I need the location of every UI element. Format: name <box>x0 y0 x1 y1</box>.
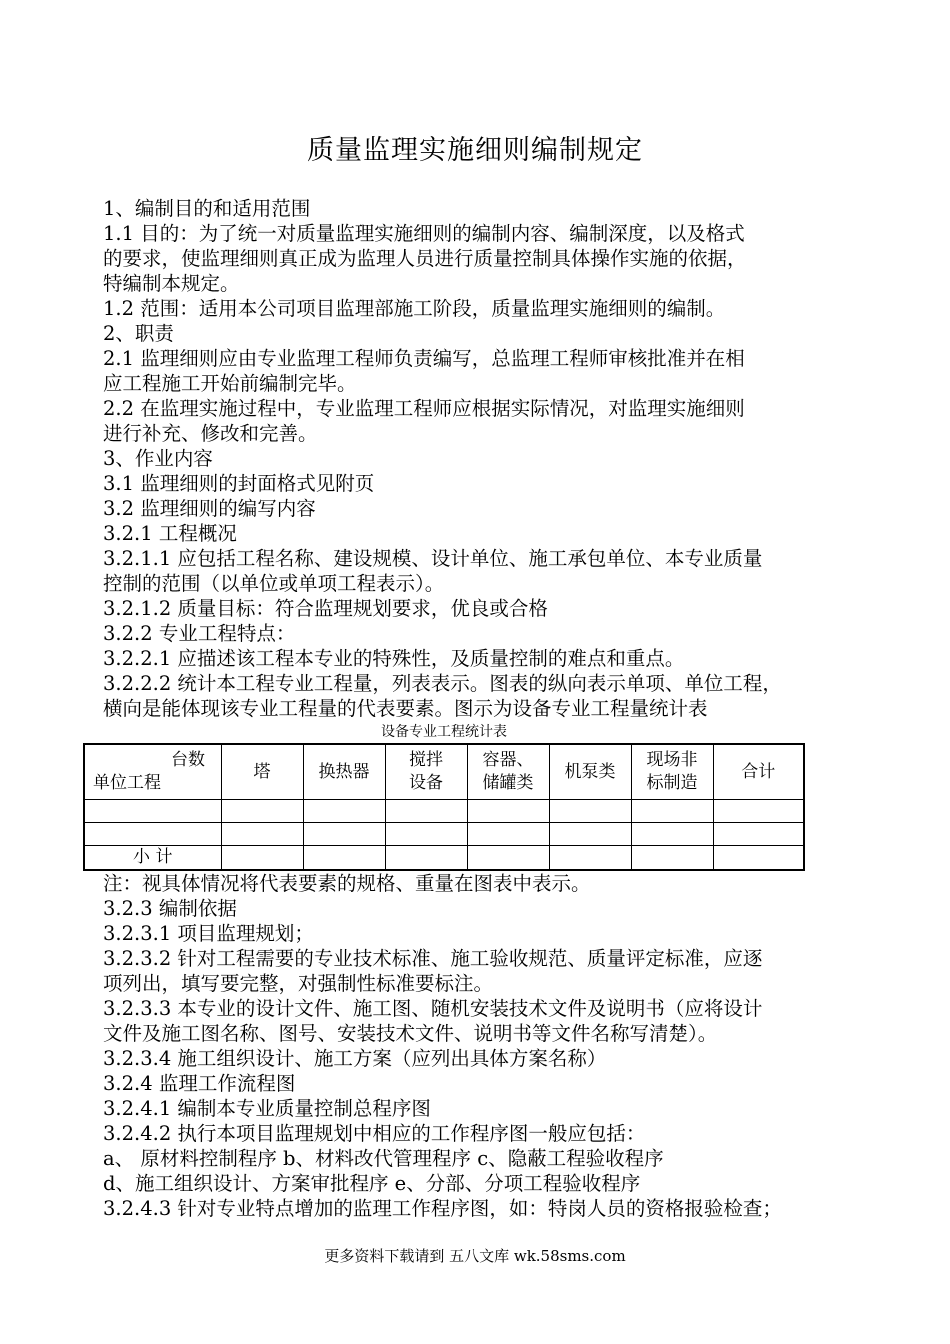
text-line: 3.2.4.3 针对专业特点增加的监理工作程序图，如：特岗人员的资格报验检查； <box>103 1197 782 1220</box>
text-line: 3.2 监理细则的编写内容 <box>103 497 316 520</box>
equipment-statistics-table <box>83 743 805 871</box>
text-line: 3.2.4 监理工作流程图 <box>103 1072 296 1095</box>
text-line: 进行补充、修改和完善。 <box>103 422 318 445</box>
header-cell: 机泵类 <box>549 744 631 800</box>
text-line: 3.2.4.1 编制本专业质量控制总程序图 <box>103 1097 431 1120</box>
table-cell <box>303 823 385 846</box>
text-line: 项列出，填写要完整，对强制性标准要标注。 <box>103 972 494 995</box>
text-line: 3.2.3.2 针对工程需要的专业技术标准、施工验收规范、质量评定标准，应逐 <box>103 947 763 970</box>
table-cell <box>303 846 385 871</box>
page-title: 质量监理实施细则编制规定 <box>307 135 643 166</box>
text-line: 3.1 监理细则的封面格式见附页 <box>103 472 375 495</box>
text-line: 3.2.1.2 质量目标：符合监理规划要求，优良或合格 <box>103 597 548 620</box>
text-line: 文件及施工图名称、图号、安装技术文件、说明书等文件名称写清楚）。 <box>103 1022 718 1045</box>
text-line: 1、编制目的和适用范围 <box>103 197 311 220</box>
table-cell <box>467 823 549 846</box>
text-line: 2、职责 <box>103 322 174 345</box>
table-cell <box>385 800 467 823</box>
corner-bottom-label: 单位工程 <box>93 773 161 793</box>
table-cell <box>221 823 303 846</box>
text-line: 2.2 在监理实施过程中，专业监理工程师应根据实际情况，对监理实施细则 <box>103 397 745 420</box>
section-before-table <box>103 196 863 721</box>
text-line: 3.2.4.2 执行本项目监理规划中相应的工作程序图一般应包括： <box>103 1122 646 1145</box>
table-cell <box>84 823 221 846</box>
text-line: d、施工组织设计、方案审批程序 e、分部、分项工程验收程序 <box>103 1172 641 1195</box>
header-cell: 现场非 标制造 <box>631 744 713 800</box>
text-line: 3、作业内容 <box>103 447 213 470</box>
text-line: 1.1 目的：为了统一对质量监理实施细则的编制内容、编制深度，以及格式 <box>103 222 745 245</box>
table-header-row <box>84 744 804 800</box>
table-cell <box>549 800 631 823</box>
table-subtotal-row <box>84 846 804 871</box>
table-cell <box>84 800 221 823</box>
table-cell <box>221 800 303 823</box>
table-cell <box>385 846 467 871</box>
text-line: 横向是能体现该专业工程量的代表要素。图示为设备专业工程量统计表 <box>103 697 708 720</box>
table-cell <box>713 846 804 871</box>
table-caption: 设备专业工程统计表 <box>381 724 507 740</box>
header-corner-cell <box>84 744 221 800</box>
header-cell: 塔 <box>221 744 303 800</box>
table-cell <box>467 846 549 871</box>
header-cell: 合计 <box>713 744 804 800</box>
table-cell <box>221 846 303 871</box>
text-line: 3.2.3.4 施工组织设计、施工方案（应列出具体方案名称） <box>103 1047 607 1070</box>
table-cell <box>467 800 549 823</box>
table-cell <box>713 800 804 823</box>
text-line: 3.2.3.3 本专业的设计文件、施工图、随机安装技术文件及说明书（应将设计 <box>103 997 763 1020</box>
header-cell: 容器、 储罐类 <box>467 744 549 800</box>
text-line: 控制的范围（以单位或单项工程表示）。 <box>103 572 445 595</box>
table-cell <box>631 846 713 871</box>
text-line: 3.2.2.2 统计本工程专业工程量，列表表示。图表的纵向表示单项、单位工程， <box>103 672 782 695</box>
table-cell <box>713 823 804 846</box>
header-cell: 换热器 <box>303 744 385 800</box>
subtotal-label: 小 计 <box>84 846 221 871</box>
text-line: 3.2.3.1 项目监理规划； <box>103 922 314 945</box>
text-line: 特编制本规定。 <box>103 272 240 295</box>
table-row <box>84 823 804 846</box>
footer-note: 更多资料下载请到 五八文库 wk.58sms.com <box>324 1247 626 1265</box>
text-line: 3.2.3 编制依据 <box>103 897 237 920</box>
section-after-table <box>103 871 863 1221</box>
header-cell: 搅拌 设备 <box>385 744 467 800</box>
text-line: 3.2.2.1 应描述该工程本专业的特殊性，及质量控制的难点和重点。 <box>103 647 685 670</box>
corner-top-label: 台数 <box>171 750 205 770</box>
table-cell <box>549 823 631 846</box>
text-line: 2.1 监理细则应由专业监理工程师负责编写，总监理工程师审核批准并在相 <box>103 347 745 370</box>
text-line: a、 原材料控制程序 b、材料改代管理程序 c、隐蔽工程验收程序 <box>103 1147 664 1170</box>
table-cell <box>385 823 467 846</box>
text-line: 注：视具体情况将代表要素的规格、重量在图表中表示。 <box>103 872 591 895</box>
table-cell <box>631 800 713 823</box>
text-line: 3.2.2 专业工程特点： <box>103 622 296 645</box>
text-line: 3.2.1.1 应包括工程名称、建设规模、设计单位、施工承包单位、本专业质量 <box>103 547 763 570</box>
text-line: 1.2 范围：适用本公司项目监理部施工阶段，质量监理实施细则的编制。 <box>103 297 726 320</box>
table-cell <box>303 800 385 823</box>
document-body <box>93 196 863 1221</box>
table-row <box>84 800 804 823</box>
text-line: 应工程施工开始前编制完毕。 <box>103 372 357 395</box>
text-line: 3.2.1 工程概况 <box>103 522 237 545</box>
text-line: 的要求，使监理细则真正成为监理人员进行质量控制具体操作实施的依据， <box>103 247 747 270</box>
table-cell <box>631 823 713 846</box>
table-cell <box>549 846 631 871</box>
